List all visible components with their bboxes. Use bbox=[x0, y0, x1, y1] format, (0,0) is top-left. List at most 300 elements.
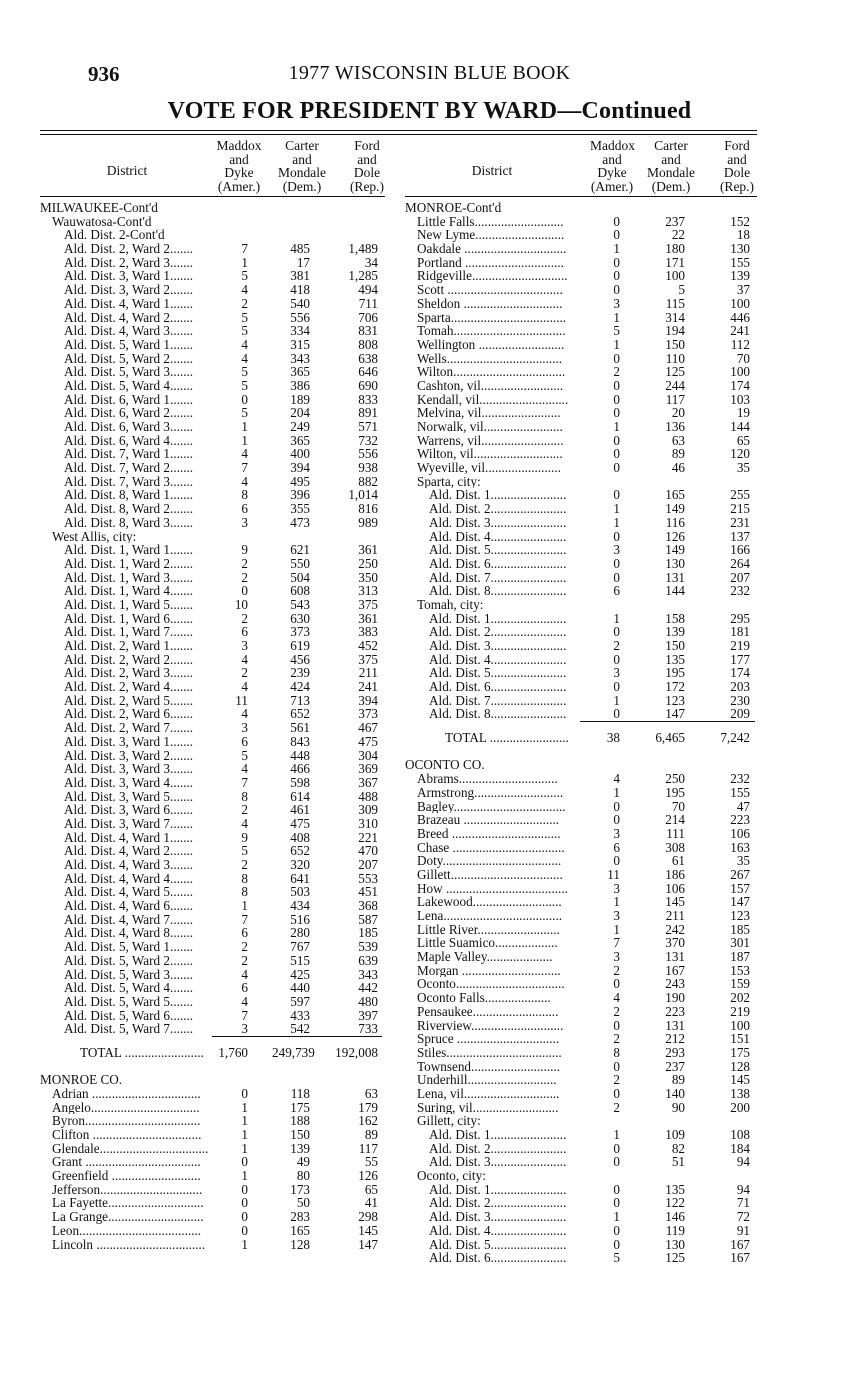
district-name: Ald. Dist. 5, Ward 5....... bbox=[64, 994, 194, 1009]
maddox-votes: 8 bbox=[241, 788, 248, 804]
table-row bbox=[40, 872, 385, 886]
ford-votes: 833 bbox=[358, 391, 378, 407]
carter-votes: 597 bbox=[290, 993, 310, 1009]
ford-votes: 1,014 bbox=[348, 487, 378, 503]
table-row bbox=[405, 868, 757, 882]
district-name: Ald. Dist. 7, Ward 1....... bbox=[64, 447, 194, 462]
carter-votes: 135 bbox=[665, 1181, 685, 1197]
ford-votes: 112 bbox=[730, 336, 750, 352]
district-name: MONROE CO. bbox=[40, 1072, 123, 1087]
district-name: Ald. Dist. 2, Ward 3....... bbox=[64, 666, 194, 681]
district-name: Ald. Dist. 1, Ward 4....... bbox=[64, 584, 194, 598]
carter-votes: 485 bbox=[290, 241, 310, 257]
table-row bbox=[405, 694, 757, 708]
maddox-votes: 0 bbox=[613, 377, 620, 393]
ford-votes: 480 bbox=[358, 993, 378, 1009]
ford-votes: 185 bbox=[730, 921, 750, 937]
header-ford-line: (Rep.) bbox=[349, 178, 385, 194]
table-row bbox=[405, 256, 757, 270]
district-name: Bagley.................................. bbox=[417, 799, 566, 814]
ford-votes: 219 bbox=[730, 638, 750, 653]
district-name: Ald. Dist. 5, Ward 6....... bbox=[64, 1008, 194, 1023]
carter-votes: 80 bbox=[296, 1168, 310, 1184]
district-name: How ..................................... bbox=[417, 881, 568, 896]
table-row bbox=[40, 954, 385, 968]
ford-votes: 55 bbox=[364, 1154, 378, 1170]
section-heading bbox=[405, 475, 757, 489]
table-row bbox=[405, 1101, 757, 1115]
header-ford-line: Dole bbox=[353, 165, 381, 180]
carter-votes: 242 bbox=[665, 921, 685, 937]
ford-votes: 179 bbox=[358, 1099, 378, 1115]
district-name: Ald. Dist. 4....................... bbox=[429, 652, 567, 667]
maddox-votes: 6 bbox=[241, 501, 248, 517]
maddox-votes: 2 bbox=[241, 569, 248, 585]
district-name: Gillett.................................. bbox=[417, 867, 563, 882]
district-name: La Fayette............................. bbox=[52, 1196, 204, 1211]
district-name: Ald. Dist. 2....................... bbox=[429, 1196, 567, 1211]
table-header bbox=[40, 138, 385, 197]
carter-votes: 386 bbox=[290, 377, 310, 393]
ford-votes: 638 bbox=[358, 350, 378, 366]
district-name: Ald. Dist. 4....................... bbox=[429, 1223, 567, 1238]
district-name: Ald. Dist. 5, Ward 2....... bbox=[64, 953, 194, 968]
table-row bbox=[40, 1142, 385, 1156]
maddox-votes: 0 bbox=[613, 213, 620, 229]
carter-votes: 283 bbox=[290, 1209, 310, 1225]
ford-votes: 556 bbox=[358, 446, 378, 462]
maddox-votes: 1 bbox=[613, 419, 620, 434]
carter-votes: 434 bbox=[290, 898, 310, 914]
ford-votes: 223 bbox=[730, 812, 750, 828]
maddox-votes: 4 bbox=[241, 761, 248, 777]
maddox-votes: 3 bbox=[613, 949, 620, 965]
district-name: Ald. Dist. 3, Ward 6....... bbox=[64, 803, 194, 817]
district-name: Little River......................... bbox=[417, 922, 560, 937]
carter-votes: 136 bbox=[665, 419, 685, 434]
district-name: Ald. Dist. 2, Ward 2....... bbox=[64, 242, 194, 256]
maddox-votes: 38 bbox=[606, 730, 620, 746]
maddox-votes: 0 bbox=[241, 391, 248, 407]
ford-votes: 65 bbox=[736, 432, 750, 448]
district-name: Wilton, vil........................... bbox=[417, 447, 563, 462]
maddox-votes: 0 bbox=[613, 1017, 620, 1033]
district-name: Ald. Dist. 3, Ward 7....... bbox=[64, 816, 194, 831]
ford-votes: 816 bbox=[358, 501, 378, 517]
district-name: Lincoln ................................. bbox=[52, 1237, 206, 1252]
carter-votes: 280 bbox=[290, 925, 310, 941]
ford-votes: 103 bbox=[730, 391, 750, 407]
district-name: New Lyme........................... bbox=[417, 228, 565, 243]
maddox-votes: 6 bbox=[241, 624, 248, 640]
maddox-votes: 0 bbox=[613, 798, 620, 814]
table-row bbox=[40, 844, 385, 858]
table-row bbox=[40, 406, 385, 420]
carter-votes: 128 bbox=[290, 1236, 310, 1252]
ford-votes: 159 bbox=[730, 976, 750, 992]
header-maddox-line: Dyke bbox=[224, 165, 254, 180]
maddox-votes: 4 bbox=[241, 706, 248, 722]
maddox-votes: 7 bbox=[241, 774, 248, 790]
district-name: Ald. Dist. 6, Ward 3....... bbox=[64, 420, 194, 434]
table-row bbox=[40, 735, 385, 749]
carter-votes: 175 bbox=[290, 1099, 310, 1115]
table-row bbox=[405, 297, 757, 311]
carter-votes: 110 bbox=[665, 350, 685, 366]
carter-votes: 767 bbox=[290, 939, 310, 955]
header-ford-line: Dole bbox=[723, 165, 751, 180]
table-row bbox=[40, 612, 385, 626]
maddox-votes: 2 bbox=[613, 364, 620, 380]
district-name: Ald. Dist. 5, Ward 4....... bbox=[64, 981, 194, 995]
ford-votes: 35 bbox=[736, 853, 750, 869]
ford-votes: 41 bbox=[364, 1195, 378, 1211]
carter-votes: 561 bbox=[290, 720, 310, 736]
carter-votes: 144 bbox=[665, 583, 685, 599]
ford-votes: 343 bbox=[358, 966, 378, 982]
table-row bbox=[405, 1155, 757, 1169]
carter-votes: 550 bbox=[290, 555, 310, 571]
maddox-votes: 1,760 bbox=[218, 1044, 248, 1060]
table-row bbox=[405, 1073, 757, 1087]
district-name: Ald. Dist. 4, Ward 3....... bbox=[64, 324, 194, 338]
ford-votes: 831 bbox=[358, 323, 378, 339]
table-row bbox=[40, 707, 385, 721]
carter-votes: 652 bbox=[290, 843, 310, 859]
maddox-votes: 1 bbox=[613, 514, 620, 530]
header-maddox-line: and bbox=[229, 151, 249, 167]
table-row bbox=[405, 1128, 757, 1142]
table-row bbox=[40, 475, 385, 489]
district-name: Ald. Dist. 1, Ward 7....... bbox=[64, 625, 194, 640]
section-heading bbox=[40, 215, 385, 229]
section-heading bbox=[405, 598, 757, 612]
maddox-votes: 1 bbox=[241, 419, 248, 434]
carter-votes: 249,739 bbox=[272, 1044, 315, 1060]
district-name: Ald. Dist. 4, Ward 6....... bbox=[64, 899, 194, 913]
district-name: Sparta, city: bbox=[417, 474, 481, 489]
ford-votes: 167 bbox=[730, 1250, 750, 1266]
section-heading bbox=[405, 201, 757, 215]
ford-votes: 690 bbox=[358, 377, 378, 393]
ford-votes: 732 bbox=[358, 432, 378, 448]
maddox-votes: 1 bbox=[241, 1168, 248, 1184]
carter-votes: 70 bbox=[671, 798, 685, 814]
carter-votes: 140 bbox=[665, 1085, 685, 1101]
carter-votes: 111 bbox=[666, 825, 685, 841]
district-name: Ald. Dist. 4, Ward 8....... bbox=[64, 926, 194, 941]
carter-votes: 556 bbox=[290, 309, 310, 325]
maddox-votes: 0 bbox=[241, 1209, 248, 1225]
district-name: Jefferson............................... bbox=[52, 1182, 203, 1197]
table-row bbox=[40, 817, 385, 831]
carter-votes: 63 bbox=[671, 432, 685, 448]
district-name: MILWAUKEE-Cont'd bbox=[40, 201, 158, 215]
table-row bbox=[405, 228, 757, 242]
table-row bbox=[405, 800, 757, 814]
carter-votes: 172 bbox=[665, 679, 685, 695]
district-name: Ald. Dist. 1, Ward 5....... bbox=[64, 597, 194, 612]
carter-votes: 621 bbox=[290, 542, 310, 558]
carter-votes: 158 bbox=[665, 610, 685, 626]
table-row bbox=[405, 882, 757, 896]
ford-votes: 126 bbox=[358, 1168, 378, 1184]
table-row bbox=[40, 571, 385, 585]
ford-votes: 175 bbox=[730, 1044, 750, 1060]
ford-votes: 470 bbox=[358, 843, 378, 859]
table-row bbox=[405, 283, 757, 297]
district-name: Abrams.............................. bbox=[417, 772, 558, 786]
ford-votes: 94 bbox=[736, 1181, 750, 1197]
ford-votes: 100 bbox=[730, 1017, 750, 1033]
district-name: Cashton, vil......................... bbox=[417, 378, 564, 393]
carter-votes: 131 bbox=[665, 1017, 685, 1033]
ford-votes: 187 bbox=[730, 949, 750, 965]
carter-votes: 542 bbox=[290, 1021, 310, 1037]
ford-votes: 177 bbox=[730, 651, 750, 667]
district-name: Ald. Dist. 5....................... bbox=[429, 666, 567, 681]
carter-votes: 204 bbox=[290, 405, 310, 421]
carter-votes: 239 bbox=[290, 665, 310, 681]
district-name: Ald. Dist. 8, Ward 2....... bbox=[64, 502, 194, 516]
table-row bbox=[40, 899, 385, 913]
table-row bbox=[405, 434, 757, 448]
table-row bbox=[40, 831, 385, 845]
table-row bbox=[40, 625, 385, 639]
district-name: Clifton ................................. bbox=[52, 1128, 202, 1142]
table-row bbox=[40, 1169, 385, 1183]
header-maddox-line: (Amer.) bbox=[217, 178, 261, 194]
carter-votes: 90 bbox=[671, 1099, 685, 1115]
maddox-votes: 0 bbox=[613, 528, 620, 544]
carter-votes: 118 bbox=[290, 1085, 310, 1101]
district-name: Angelo................................. bbox=[52, 1100, 200, 1115]
district-name: La Grange............................. bbox=[52, 1210, 204, 1224]
maddox-votes: 0 bbox=[613, 1154, 620, 1170]
carter-votes: 195 bbox=[665, 665, 685, 681]
table-row bbox=[405, 420, 757, 434]
district-name: Warrens, vil......................... bbox=[417, 433, 564, 448]
maddox-votes: 1 bbox=[241, 1099, 248, 1115]
ford-votes: 369 bbox=[358, 761, 378, 777]
right-column bbox=[405, 138, 757, 1288]
carter-votes: 6,465 bbox=[655, 730, 685, 746]
header-ford-line: and bbox=[727, 151, 747, 167]
district-name: Little Falls........................... bbox=[417, 214, 564, 229]
table-header bbox=[405, 138, 757, 197]
district-name: Ald. Dist. 1....................... bbox=[429, 1182, 567, 1197]
table-row bbox=[405, 909, 757, 923]
table-row bbox=[40, 639, 385, 653]
carter-votes: 466 bbox=[290, 761, 310, 777]
table-row bbox=[405, 977, 757, 991]
table-row bbox=[405, 543, 757, 557]
maddox-votes: 11 bbox=[607, 866, 620, 882]
ford-votes: 367 bbox=[358, 774, 378, 790]
table-row bbox=[405, 625, 757, 639]
table-row bbox=[405, 813, 757, 827]
table-row bbox=[405, 666, 757, 680]
ford-votes: 100 bbox=[730, 364, 750, 380]
title-rule-secondary bbox=[40, 134, 757, 135]
maddox-votes: 8 bbox=[613, 1044, 620, 1060]
maddox-votes: 5 bbox=[241, 268, 248, 284]
carter-votes: 370 bbox=[665, 935, 685, 951]
ford-votes: 155 bbox=[730, 784, 750, 800]
carter-votes: 109 bbox=[665, 1127, 685, 1142]
carter-votes: 117 bbox=[665, 391, 685, 407]
ford-votes: 368 bbox=[358, 898, 378, 914]
district-name: TOTAL ........................ bbox=[80, 1045, 204, 1060]
carter-votes: 22 bbox=[671, 227, 685, 243]
district-name: Sheldon .............................. bbox=[417, 296, 563, 311]
table-row bbox=[40, 1196, 385, 1210]
carter-votes: 126 bbox=[665, 528, 685, 544]
maddox-votes: 3 bbox=[241, 1021, 248, 1037]
table-row bbox=[40, 1022, 385, 1036]
table-row bbox=[405, 488, 757, 502]
carter-votes: 381 bbox=[290, 268, 310, 284]
table-row bbox=[40, 311, 385, 325]
district-name: Ald. Dist. 2....................... bbox=[429, 1141, 567, 1156]
district-name: Glendale................................. bbox=[52, 1141, 209, 1156]
ford-votes: 47 bbox=[736, 798, 750, 814]
table-row bbox=[405, 1046, 757, 1060]
maddox-votes: 6 bbox=[613, 583, 620, 599]
carter-votes: 308 bbox=[665, 839, 685, 855]
header-carter-line: Mondale bbox=[278, 165, 326, 180]
maddox-votes: 2 bbox=[241, 295, 248, 311]
header-maddox-line: (Amer.) bbox=[590, 178, 634, 194]
table-row bbox=[40, 1210, 385, 1224]
district-name: Ald. Dist. 6, Ward 1....... bbox=[64, 392, 194, 407]
maddox-votes: 1 bbox=[241, 432, 248, 448]
ford-votes: 174 bbox=[730, 665, 750, 681]
table-row bbox=[405, 1183, 757, 1197]
header-maddox bbox=[214, 139, 264, 193]
maddox-votes: 0 bbox=[241, 1085, 248, 1101]
carter-votes: 713 bbox=[290, 692, 310, 708]
carter-votes: 223 bbox=[665, 1003, 685, 1019]
table-row bbox=[40, 926, 385, 940]
carter-votes: 243 bbox=[665, 976, 685, 992]
ford-votes: 375 bbox=[358, 651, 378, 667]
maddox-votes: 3 bbox=[613, 880, 620, 896]
carter-votes: 89 bbox=[671, 1072, 685, 1088]
district-name: Ald. Dist. 5, Ward 4....... bbox=[64, 378, 194, 393]
ford-votes: 488 bbox=[358, 788, 378, 804]
carter-votes: 630 bbox=[290, 610, 310, 626]
maddox-votes: 0 bbox=[613, 405, 620, 421]
table-row bbox=[40, 885, 385, 899]
carter-votes: 89 bbox=[671, 446, 685, 462]
table-row bbox=[405, 502, 757, 516]
ford-votes: 157 bbox=[730, 880, 750, 896]
maddox-votes: 9 bbox=[241, 542, 248, 558]
district-name: Ald. Dist. 7....................... bbox=[429, 693, 567, 708]
header-carter-line: and bbox=[292, 151, 312, 167]
ford-votes: 309 bbox=[358, 802, 378, 818]
table-row bbox=[40, 968, 385, 982]
ford-votes: 808 bbox=[358, 336, 378, 352]
ford-votes: 166 bbox=[730, 542, 750, 558]
ford-votes: 304 bbox=[358, 747, 378, 763]
ford-votes: 646 bbox=[358, 364, 378, 380]
table-row bbox=[405, 269, 757, 283]
carter-votes: 334 bbox=[290, 323, 310, 339]
district-name: Lena, vil............................. bbox=[417, 1086, 560, 1101]
carter-votes: 440 bbox=[290, 980, 310, 996]
table-row bbox=[40, 584, 385, 598]
maddox-votes: 4 bbox=[241, 350, 248, 366]
header-carter-line: Mondale bbox=[647, 165, 695, 180]
table-row bbox=[40, 981, 385, 995]
header-ford-line: and bbox=[357, 151, 377, 167]
maddox-votes: 2 bbox=[241, 939, 248, 955]
table-row bbox=[405, 379, 757, 393]
carter-votes: 619 bbox=[290, 638, 310, 653]
section-heading bbox=[40, 530, 385, 544]
table-row bbox=[405, 827, 757, 841]
header-maddox bbox=[590, 139, 634, 193]
maddox-votes: 3 bbox=[241, 638, 248, 653]
table-row bbox=[405, 612, 757, 626]
ford-votes: 232 bbox=[730, 771, 750, 787]
carter-votes: 165 bbox=[665, 487, 685, 503]
table-row bbox=[40, 379, 385, 393]
ford-votes: 72 bbox=[736, 1209, 750, 1225]
maddox-votes: 2 bbox=[613, 638, 620, 653]
district-name: Ald. Dist. 2, Ward 2....... bbox=[64, 652, 194, 667]
carter-votes: 194 bbox=[665, 323, 685, 339]
ford-votes: 120 bbox=[730, 446, 750, 462]
district-name: Scott ................................... bbox=[417, 283, 563, 297]
carter-votes: 433 bbox=[290, 1007, 310, 1023]
carter-votes: 461 bbox=[290, 802, 310, 818]
ford-votes: 553 bbox=[358, 870, 378, 886]
ford-votes: 250 bbox=[358, 555, 378, 571]
carter-votes: 123 bbox=[665, 692, 685, 708]
ford-votes: 137 bbox=[730, 528, 750, 544]
district-name: Ald. Dist. 2, Ward 3....... bbox=[64, 255, 194, 270]
ford-votes: 147 bbox=[358, 1236, 378, 1252]
carter-votes: 150 bbox=[290, 1127, 310, 1142]
carter-votes: 212 bbox=[665, 1031, 685, 1047]
table-row bbox=[40, 666, 385, 680]
carter-votes: 249 bbox=[290, 419, 310, 434]
ford-votes: 185 bbox=[358, 925, 378, 941]
carter-votes: 171 bbox=[665, 254, 685, 270]
carter-votes: 418 bbox=[290, 282, 310, 298]
table-row bbox=[405, 1060, 757, 1074]
district-name: Ald. Dist. 5, Ward 3....... bbox=[64, 365, 194, 379]
maddox-votes: 1 bbox=[613, 921, 620, 937]
ford-votes: 100 bbox=[730, 295, 750, 311]
ford-votes: 219 bbox=[730, 1003, 750, 1019]
table-row bbox=[40, 324, 385, 338]
maddox-votes: 0 bbox=[613, 1181, 620, 1197]
ford-votes: 209 bbox=[730, 706, 750, 722]
maddox-votes: 9 bbox=[241, 829, 248, 845]
district-name: Wauwatosa-Cont'd bbox=[52, 214, 152, 229]
maddox-votes: 7 bbox=[241, 1007, 248, 1023]
maddox-votes: 5 bbox=[241, 843, 248, 859]
ford-votes: 18 bbox=[736, 227, 750, 243]
district-name: Ald. Dist. 5, Ward 2....... bbox=[64, 351, 194, 366]
maddox-votes: 0 bbox=[613, 350, 620, 366]
maddox-votes: 7 bbox=[241, 460, 248, 476]
district-name: Little Suamico................... bbox=[417, 936, 558, 951]
